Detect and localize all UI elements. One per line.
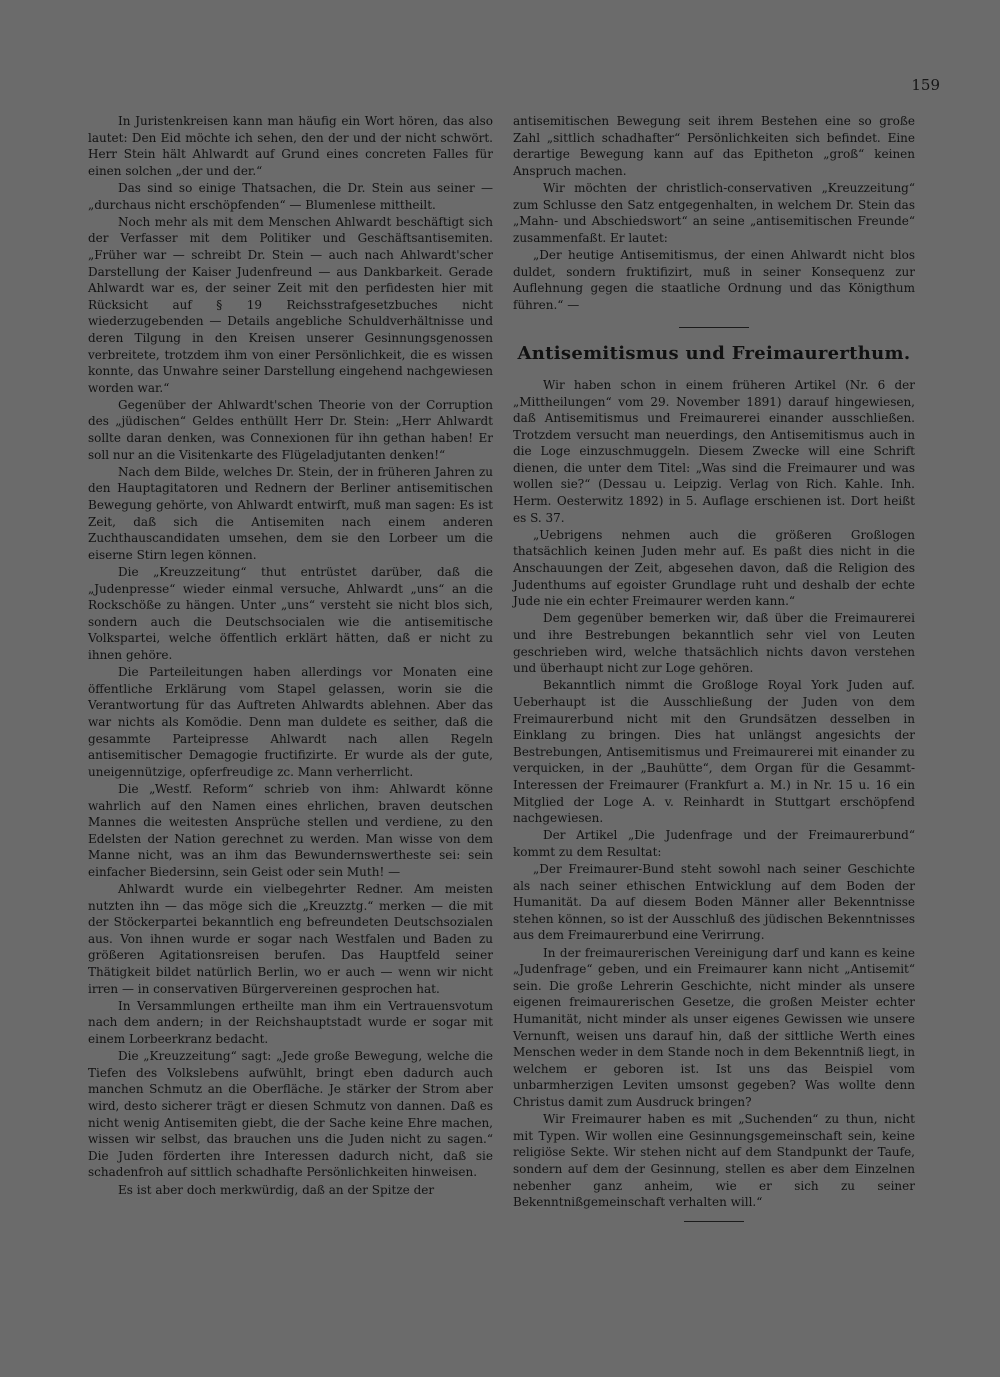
quote-paragraph: „Uebrigens nehmen auch die größeren Großlogen thatsächlich keinen Juden mehr auf. Es paßt dies nicht in die Anschauungen der Zeit, abgesehen davon, daß die Religion des Judenthums auf egoister Grundlage ruht und deshalb der echte Jude nie ein echter Freimaurer werden kann.“ xyxy=(513,527,915,609)
paragraph: Ahlwardt wurde ein vielbegehrter Redner. Am meisten nutzten ihn — das möge sich die „Kreuzztg.“ merken — die mit der Stöckerpartei bekanntlich eng befreundeten Deutschsozialen aus. Von ihnen wurde er sogar nach Westfalen und Baden zu größeren Agitationsreisen berufen. Das Hauptfeld seiner Thätigkeit bildet natürlich Berlin, wo er auch — wenn wir nicht irren — in conservativen Bürgervereinen gesprochen hat. xyxy=(88,882,493,996)
paragraph: Wir möchten der christlich-conservativen „Kreuzzeitung“ zum Schlusse den Satz entgegenhalten, in welchem Dr. Stein das „Mahn- und Abschiedswort“ an seine „antisemitischen Freunde“ zusammenfaßt. Er lautet: xyxy=(513,180,915,245)
page-number: 159 xyxy=(911,76,940,94)
quote-paragraph: „Der Freimaurer-Bund steht sowohl nach seiner Geschichte als nach seiner ethischen Entwicklung auf dem Boden der Humanität. Da auf diesem Boden Männer aller Bekenntnisse stehen können, so ist der Ausschluß des jüdischen Bekenntnisses aus dem Freimaurerbund eine Verirrung. xyxy=(513,862,915,943)
end-divider xyxy=(684,1221,744,1222)
left-column xyxy=(88,113,493,1199)
paragraph: In Versammlungen ertheilte man ihm ein Vertrauensvotum nach dem andern; in der Reichshauptstadt wurde er sogar mit einem Lorbeerkranz bedacht. xyxy=(88,998,493,1046)
quote-paragraph: Wir Freimaurer haben es mit „Suchenden“ zu thun, nicht mit Typen. Wir wollen eine Gesinnungsgemeinschaft sein, keine religiöse Sekte. Wir stehen nicht auf dem Standpunkt der Taufe, sondern auf dem der Gesinnung, stellen es aber dem Einzelnen nebenher ganz anheim, wie er sich zu seiner Bekenntnißgemeinschaft verhalten will.“ xyxy=(513,1112,915,1210)
paragraph: Die „Westf. Reform“ schrieb von ihm: Ahlwardt könne wahrlich auf den Namen eines ehrlichen, braven deutschen Mannes die weitesten Ansprüche stellen und verdiene, zu den Edelsten der Nation gerechnet zu werden. Man wisse von dem Manne nicht, was an ihm das Bewundernswertheste sei: sein einfacher Biedersinn, sein Geist oder sein Muth! — xyxy=(88,781,493,879)
paragraph: Die „Kreuzzeitung“ sagt: „Jede große Bewegung, welche die Tiefen des Volkslebens aufwühlt, bringt eben dadurch auch manchen Schmutz an die Oberfläche. Je stärker der Strom aber wird, desto sicherer trägt er diesen Schmutz von dannen. Daß es nicht wenig Antisemiten giebt, die der Sache keine Ehre machen, wissen wir selbst, das brauchen uns die Juden nicht zu sagen.“ Die Juden förderten ihre Interessen dadurch nicht, daß sie schadenfroh auf sittlich schadhafte Persönlichkeiten hinweisen. xyxy=(88,1049,493,1180)
paragraph: Bekanntlich nimmt die Großloge Royal York Juden auf. Ueberhaupt ist die Ausschließung der Juden von dem Freimaurerbund nicht mit den Grundsätzen desselben in Einklang zu bringen. Dies hat unlängst angesichts der Bestrebungen, Antisemitismus und Freimaurerei mit einander zu verquicken, in der „Bauhütte“, dem Organ für die Gesammt-Interessen der Freimaurer (Frankfurt a. M.) in Nr. 15 u. 16 ein Mitglied der Loge A. v. Reinhardt in Stuttgart erschöpfend nachgewiesen. xyxy=(513,678,915,826)
paragraph: Gegenüber der Ahlwardt'schen Theorie von der Corruption des „jüdischen“ Geldes enthüllt Herr Dr. Stein: „Herr Ahlwardt sollte daran denken, was Connexionen für ihn gethan haben! Er soll nur an die Visitenkarte des Flügeladjutanten denken!“ xyxy=(88,397,493,462)
paragraph: Nach dem Bilde, welches Dr. Stein, der in früheren Jahren zu den Hauptagitatoren und Rednern der Berliner antisemitischen Bewegung gehörte, von Ahlwardt entwirft, muß man sagen: Es ist Zeit, daß sich die Antisemiten nach einem anderen Zuchthauscandidaten umsehen, dem sie den Lorbeer um die eiserne Stirn legen können. xyxy=(88,464,493,562)
paragraph: Wir haben schon in einem früheren Artikel (Nr. 6 der „Mittheilungen“ vom 29. November 1891) darauf hingewiesen, daß Antisemitismus und Freimaurerei einander ausschließen. Trotzdem versucht man neuerdings, den Antisemitismus auch in die Loge einzuschmuggeln. Diesem Zwecke will eine Schrift dienen, die unter dem Titel: „Was sind die Freimaurer und was wollen sie?“ (Dessau u. Leipzig. Verlag von Rich. Kahle. Inh. Herm. Oesterwitz 1892) in 5. Auflage erschienen ist. Dort heißt es S. 37. xyxy=(513,377,915,525)
paragraph: Die „Kreuzzeitung“ thut entrüstet darüber, daß die „Judenpresse“ wieder einmal versuche, Ahlwardt „uns“ an die Rockschöße zu hängen. Unter „uns“ versteht sie nicht blos sich, sondern auch die Deutschsocialen wie die antisemitische Volkspartei, welche öffentlich erklärt hätten, daß er nicht zu ihnen gehöre. xyxy=(88,565,493,662)
right-column xyxy=(513,113,915,1222)
paragraph: Noch mehr als mit dem Menschen Ahlwardt beschäftigt sich der Verfasser mit dem Politiker und Geschäftsantisemiten. „Früher war — schreibt Dr. Stein — auch nach Ahlwardt'scher Darstellung der Kaiser Judenfreund — aus Dankbarkeit. Gerade Ahlwardt war es, der seiner Zeit mit den perfidesten hier mit Rücksicht auf § 19 Reichsstrafgesetzbuches nicht wiederzugebenden — Details angebliche Schuldverhältnisse und deren Tilgung in den Kreisen unserer Gesinnungsgenossen verbreitete, trotzdem ihm von einer Persönlichkeit, die es wissen konnte, das Unwahre seiner Darstellung eingehend nachgewiesen worden war.“ xyxy=(88,214,493,395)
quote-paragraph: In der freimaurerischen Vereinigung darf und kann es keine „Judenfrage“ geben, und ein Freimaurer kann nicht „Antisemit“ sein. Die große Lehrerin Geschichte, nicht minder als unsere eigenen freimaurerischen Gesetze, die großen Meister echter Humanität, nicht minder als unser eigenes Gewissen wie unsere Vernunft, weisen uns darauf hin, daß der sittliche Werth eines Menschen weder in dem Stande noch in dem Bekenntniß liegt, in welchem er geboren ist. Ist uns das Beispiel vom unbarmherzigen Leviten umsonst gegeben? Was wollte denn Christus damit zum Ausdruck bringen? xyxy=(513,945,915,1109)
paragraph: antisemitischen Bewegung seit ihrem Bestehen eine so große Zahl „sittlich schadhafter“ Persönlichkeiten sich befindet. Eine derartige Bewegung kann auf das Epitheton „groß“ keinen Anspruch machen. xyxy=(513,114,915,178)
section-divider xyxy=(679,327,749,328)
paragraph: Das sind so einige Thatsachen, die Dr. Stein aus seiner — „durchaus nicht erschöpfenden“ — Blumenlese mittheilt. xyxy=(88,180,493,212)
paragraph: Dem gegenüber bemerken wir, daß über die Freimaurerei und ihre Bestrebungen bekanntlich sehr viel von Leuten geschrieben wird, welche thatsächlich nichts davon verstehen und überhaupt nicht zur Loge gehören. xyxy=(513,611,915,676)
quote-paragraph: „Der heutige Antisemitismus, der einen Ahlwardt nicht blos duldet, sondern fruktifizirt, muß in seiner Konsequenz zur Auflehnung gegen die staatliche Ordnung und das Königthum führen.“ — xyxy=(513,247,915,312)
paragraph: Die Parteileitungen haben allerdings vor Monaten eine öffentliche Erklärung vom Stapel gelassen, worin sie die Verantwortung für das Auftreten Ahlwardts ablehnen. Aber das war nichts als Komödie. Denn man duldete es seither, daß die gesammte Parteipresse Ahlwardt nach allen Regeln antisemitischer Demagogie fructifizirte. Er wurde als der gute, uneigennützige, opferfreudige zc. Mann verherrlicht. xyxy=(88,665,493,779)
paragraph: Der Artikel „Die Judenfrage und der Freimaurerbund“ kommt zu dem Resultat: xyxy=(513,828,915,859)
paragraph: In Juristenkreisen kann man häufig ein Wort hören, das also lautet: Den Eid möchte ich sehen, den der und der nicht schwört. Herr Stein hält Ahlwardt auf Grund eines concreten Falles für einen solchen „der und der.“ xyxy=(88,114,493,178)
paragraph: Es ist aber doch merkwürdig, daß an der Spitze der xyxy=(118,1182,435,1197)
section-heading: Antisemitismus und Freimaurerthum. xyxy=(517,343,911,365)
